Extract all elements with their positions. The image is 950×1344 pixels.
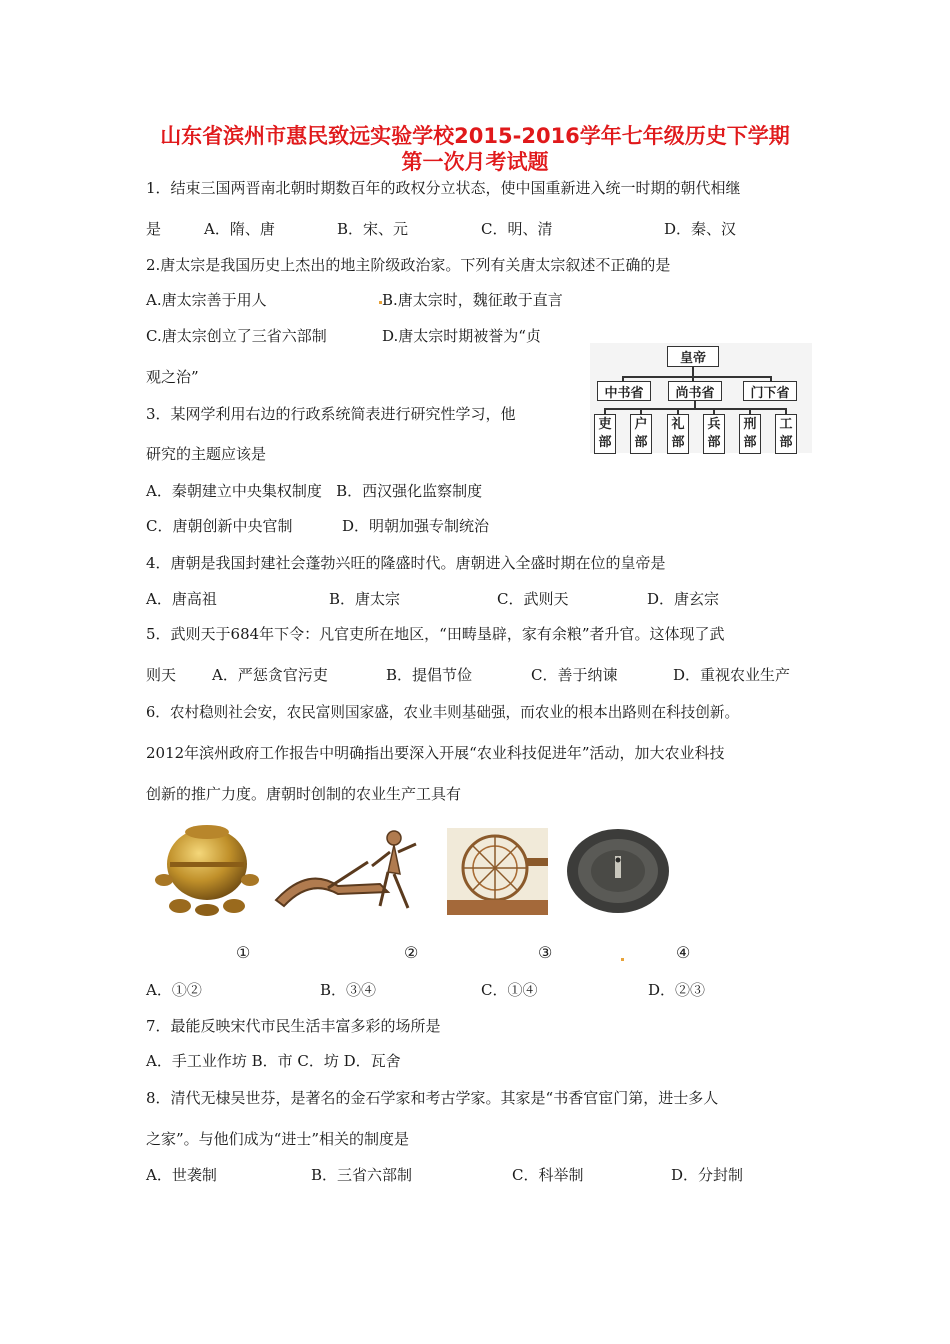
org-connector	[622, 376, 772, 378]
q1-option-a: A．隋、唐	[204, 220, 275, 238]
q4-stem: 4．唐朝是我国封建社会蓬勃兴旺的隆盛时代。唐朝进入全盛时期在位的皇帝是	[146, 554, 666, 572]
q2-stem: 2.唐太宗是我国历史上杰出的地主阶级政治家。下列有关唐太宗叙述不正确的是	[146, 256, 671, 274]
q8-stem-cont: 之家”。与他们成为“进士”相关的制度是	[146, 1130, 410, 1148]
q6-label-4: ④	[676, 943, 691, 962]
q6-label-2: ②	[404, 943, 419, 962]
page-title-line2: 第一次月考试题	[401, 150, 549, 174]
org-emperor: 皇帝	[667, 346, 719, 367]
q4-option-d: D．唐玄宗	[647, 590, 720, 608]
q3-stem: 3．某网学利用右边的行政系统简表进行研究性学习，他	[146, 405, 516, 423]
q2-option-a: A.唐太宗善于用人	[146, 291, 267, 309]
org-dept-hu: 户 部	[630, 414, 652, 454]
q7-options: A．手工业作坊 B．市 C．坊 D．瓦舍	[146, 1052, 401, 1070]
seismograph-image	[146, 822, 268, 918]
q3-stem-cont: 研究的主题应该是	[146, 445, 267, 463]
q1-option-b: B．宋、元	[337, 220, 409, 238]
q5-stem-cont: 则天	[146, 666, 177, 684]
q5-stem: 5．武则天于684年下令：凡官吏所在地区，“田畴垦辟，家有余粮”者升官。这体现了武	[146, 625, 725, 643]
org-ministry-menxia: 门下省	[743, 381, 797, 401]
org-connector	[604, 408, 786, 410]
speck-mark	[379, 301, 382, 304]
q8-option-d: D．分封制	[671, 1166, 744, 1184]
q6-stem-cont2: 创新的推广力度。唐朝时创制的农业生产工具有	[146, 785, 462, 803]
org-dept-gong: 工 部	[775, 414, 797, 454]
q4-option-c: C．武则天	[497, 590, 569, 608]
q5-option-a: A．严惩贪官污吏	[212, 666, 328, 684]
q5-option-b: B．提倡节俭	[386, 666, 473, 684]
sundial-image	[565, 826, 671, 916]
speck-mark	[621, 958, 624, 961]
q1-option-c: C．明、清	[481, 220, 553, 238]
q1-stem-cont: 是	[146, 220, 162, 238]
q3-options-ab: A．秦朝建立中央集权制度 B．西汉强化监察制度	[146, 482, 483, 500]
org-dept-xing: 刑 部	[739, 414, 761, 454]
q4-option-a: A．唐高祖	[146, 590, 217, 608]
q1-stem: 1．结束三国两晋南北朝时期数百年的政权分立状态，使中国重新进入统一时期的朝代相继	[146, 179, 741, 197]
q8-option-c: C．科举制	[512, 1166, 584, 1184]
q3-option-d: D．明朝加强专制统治	[342, 517, 490, 535]
org-dept-bing: 兵 部	[703, 414, 725, 454]
q6-option-b: B．③④	[320, 981, 377, 999]
curved-plow-image	[268, 826, 438, 912]
q6-label-1: ①	[236, 943, 251, 962]
q1-option-d: D．秦、汉	[664, 220, 737, 238]
org-dept-li-rites: 礼 部	[667, 414, 689, 454]
q5-option-d: D．重视农业生产	[673, 666, 791, 684]
org-ministry-zhongshu: 中书省	[597, 381, 651, 401]
q6-option-c: C．①④	[481, 981, 538, 999]
q8-option-a: A．世袭制	[146, 1166, 217, 1184]
org-dept-li: 吏 部	[594, 414, 616, 454]
q6-label-3: ③	[538, 943, 553, 962]
q2-option-c: C.唐太宗创立了三省六部制	[146, 327, 327, 345]
org-ministry-shangshu: 尚书省	[668, 381, 722, 401]
waterwheel-image	[447, 828, 548, 915]
q2-option-b: B.唐太宗时，魏征敢于直言	[382, 291, 563, 309]
q5-option-c: C．善于纳谏	[531, 666, 618, 684]
q2-option-d: D.唐太宗时期被誉为“贞	[382, 327, 541, 345]
q4-option-b: B．唐太宗	[329, 590, 401, 608]
q6-stem-cont: 2012年滨州政府工作报告中明确指出要深入开展“农业科技促进年”活动，加大农业科技	[146, 744, 725, 762]
q8-option-b: B．三省六部制	[311, 1166, 413, 1184]
q6-option-d: D．②③	[648, 981, 706, 999]
q3-option-c: C．唐朝创新中央官制	[146, 517, 293, 535]
q6-stem: 6．农村稳则社会安，农民富则国家盛，农业丰则基础强，而农业的根本出路则在科技创新。	[146, 704, 740, 721]
q2-option-d-cont: 观之治”	[146, 368, 199, 386]
q7-stem: 7．最能反映宋代市民生活丰富多彩的场所是	[146, 1017, 441, 1035]
page-title-line1: 山东省滨州市惠民致远实验学校2015-2016学年七年级历史下学期	[160, 124, 790, 148]
q6-option-a: A．①②	[146, 981, 202, 999]
q8-stem: 8．清代无棣吴世芬，是著名的金石学家和考古学家。其家是“书香官宦门第，进士多人	[146, 1089, 719, 1107]
